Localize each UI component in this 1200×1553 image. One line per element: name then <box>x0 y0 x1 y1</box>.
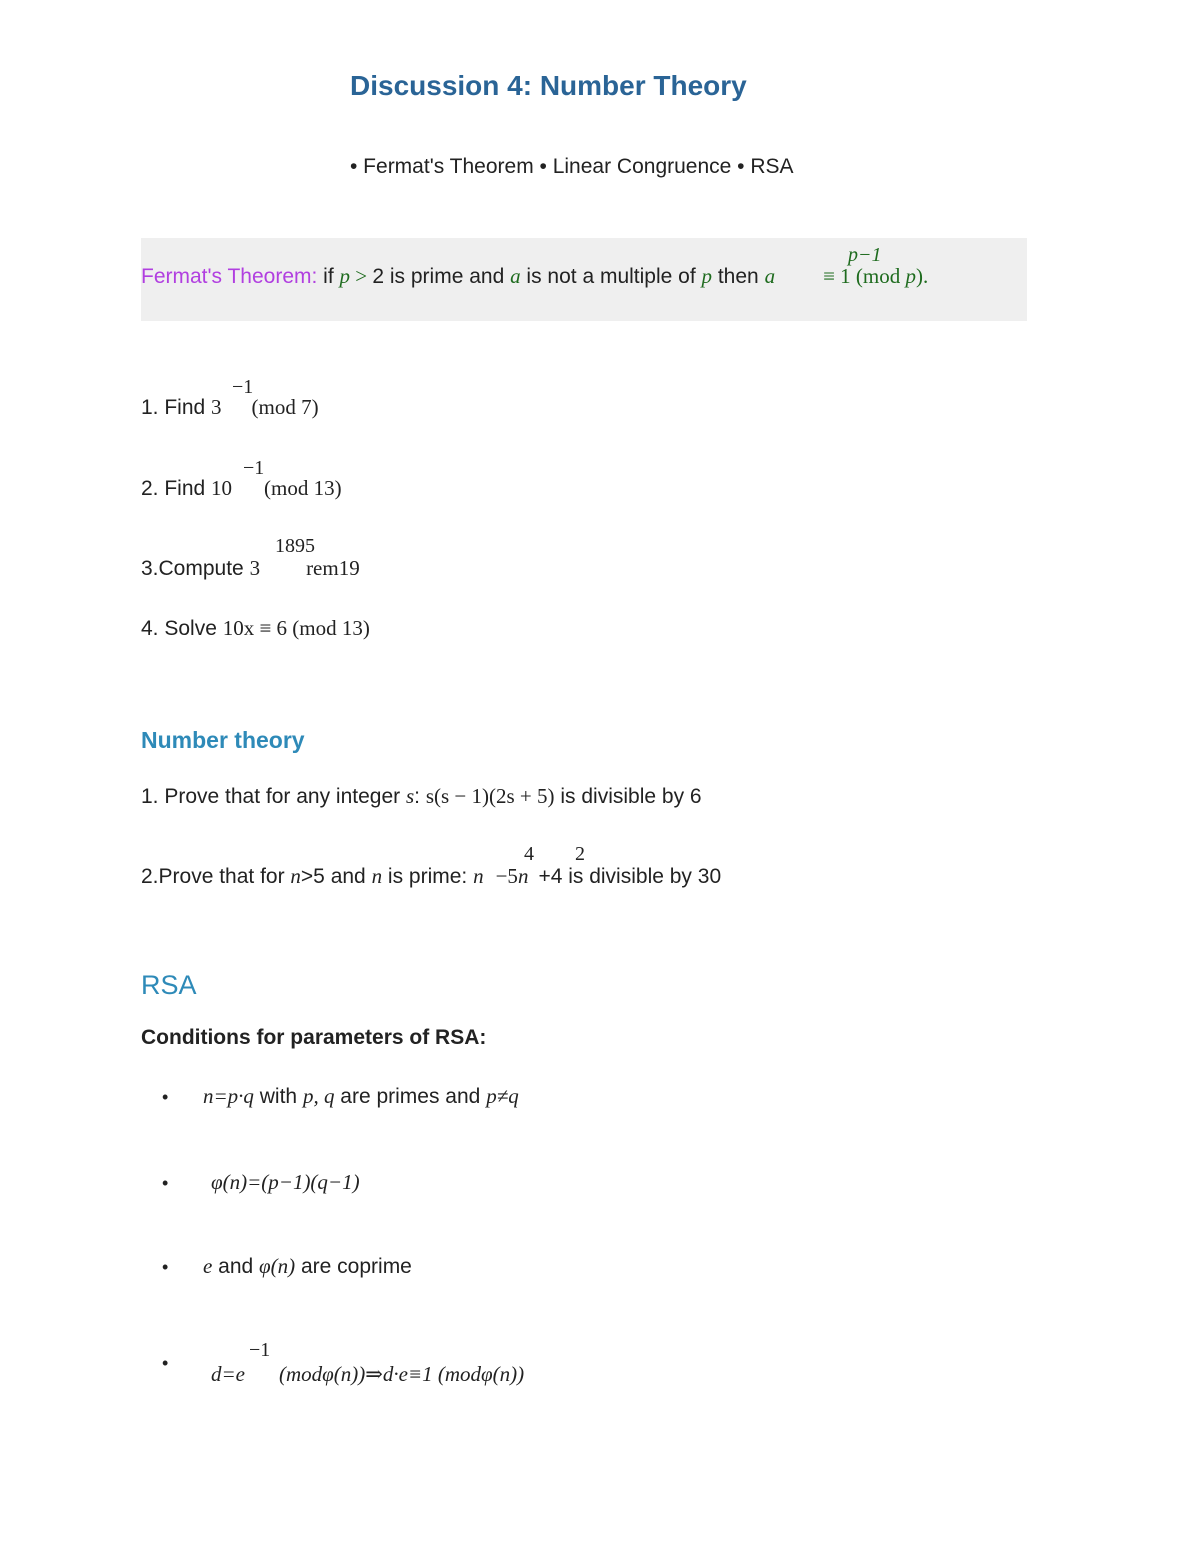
nt1-suffix: is divisible by 6 <box>554 785 702 808</box>
rsa-b1-neq: p≠q <box>486 1084 519 1108</box>
exercise-1-exponent: −1 <box>232 376 254 398</box>
nt2-prefix: 2.Prove that for <box>141 865 291 888</box>
rsa-b1-eq: n=p·q <box>203 1084 254 1108</box>
nt1-expr: s(s − 1)(2s + 5) <box>425 784 555 808</box>
var-a-base: a <box>764 264 776 288</box>
page-title: Discussion 4: Number Theory <box>350 70 747 101</box>
rsa-b4-exponent: −1 <box>249 1339 271 1361</box>
exercise-1 <box>141 395 319 420</box>
exercise-3 <box>141 556 360 581</box>
theorem-text-if: if <box>317 265 340 288</box>
nt2-prime: is prime: <box>382 865 474 888</box>
number-theory-problem-1 <box>141 784 702 809</box>
theorem-text-multiple: is not a multiple of <box>520 265 702 288</box>
nt2-gt5: >5 and <box>300 865 372 888</box>
exercise-3-base: 3 <box>249 556 261 580</box>
nt2-n4: n <box>517 864 529 888</box>
rsa-condition-1 <box>203 1084 519 1109</box>
rsa-b1-pq: p, q <box>302 1084 335 1108</box>
var-p: p <box>339 264 351 288</box>
gt-sign: > <box>350 264 373 288</box>
exercise-3-suffix: rem19 <box>306 556 360 580</box>
exercise-2 <box>141 476 342 501</box>
number-theory-heading: Number theory <box>141 727 305 753</box>
rsa-b1-are: are primes and <box>334 1085 487 1108</box>
var-p-mod: p <box>905 264 916 288</box>
exercise-1-suffix: (mod 7) <box>251 395 319 419</box>
var-a: a <box>510 264 521 288</box>
nt2-mid: −5 <box>495 864 518 888</box>
bullet-2: • <box>162 1173 169 1193</box>
number-theory-problem-2 <box>141 864 721 889</box>
rsa-b4-lhs: d=e <box>211 1362 245 1386</box>
topics-subtitle: • Fermat's Theorem • Linear Congruence • RSA <box>350 155 794 178</box>
exercise-1-prefix: 1. Find <box>141 396 212 419</box>
rsa-condition-2 <box>211 1170 360 1195</box>
exercise-4 <box>141 616 370 641</box>
rsa-b2-eq: φ(n)=(p−1)(q−1) <box>211 1170 360 1194</box>
nt2-n2: n <box>371 864 383 888</box>
fermat-theorem-statement <box>141 264 928 289</box>
nt2-exp4: 4 <box>524 843 534 865</box>
nt1-var: s <box>405 784 415 808</box>
exercise-2-prefix: 2. Find <box>141 477 212 500</box>
bullet-4: • <box>162 1353 169 1373</box>
exercise-4-prefix: 4. Solve <box>141 617 223 640</box>
theorem-label: Fermat's Theorem: <box>141 265 318 288</box>
rsa-b1-with: with <box>253 1085 303 1108</box>
theorem-text-then: then <box>712 265 765 288</box>
rsa-b3-e: e <box>203 1254 213 1278</box>
exercise-3-prefix: 3.Compute <box>141 557 250 580</box>
exercise-4-expr: 10x ≡ 6 (mod 13) <box>222 616 370 640</box>
var-p: p <box>701 264 713 288</box>
exercise-1-base: 3 <box>211 395 222 419</box>
theorem-close: ). <box>915 264 929 288</box>
bullet-1: • <box>162 1087 169 1107</box>
rsa-b3-coprime: are coprime <box>295 1255 412 1278</box>
nt2-plus: +4 is divisible by 30 <box>538 865 722 888</box>
rsa-b4-rhs: (modφ(n))⇒d·e≡1 (modφ(n)) <box>279 1362 525 1386</box>
nt1-prefix: 1. Prove that for any integer <box>141 785 406 808</box>
theorem-text-prime: 2 is prime and <box>372 265 511 288</box>
rsa-condition-4 <box>211 1362 524 1387</box>
exercise-3-exponent: 1895 <box>275 535 315 557</box>
exercise-2-base: 10 <box>211 476 233 500</box>
bullet-3: • <box>162 1257 169 1277</box>
nt2-exp2: 2 <box>575 843 585 865</box>
theorem-exponent: p−1 <box>848 244 882 266</box>
rsa-b3-and: and <box>212 1255 260 1278</box>
congruence-text: ≡ 1 (mod <box>823 264 906 288</box>
exercise-2-suffix: (mod 13) <box>264 476 342 500</box>
rsa-conditions-heading: Conditions for parameters of RSA: <box>141 1026 487 1049</box>
nt2-n3: n <box>473 864 484 888</box>
nt2-n: n <box>290 864 301 888</box>
rsa-condition-3 <box>203 1254 412 1279</box>
nt1-colon: : <box>414 785 426 808</box>
rsa-b3-phi: φ(n) <box>259 1254 296 1278</box>
rsa-heading: RSA <box>141 970 197 1000</box>
exercise-2-exponent: −1 <box>243 457 265 479</box>
